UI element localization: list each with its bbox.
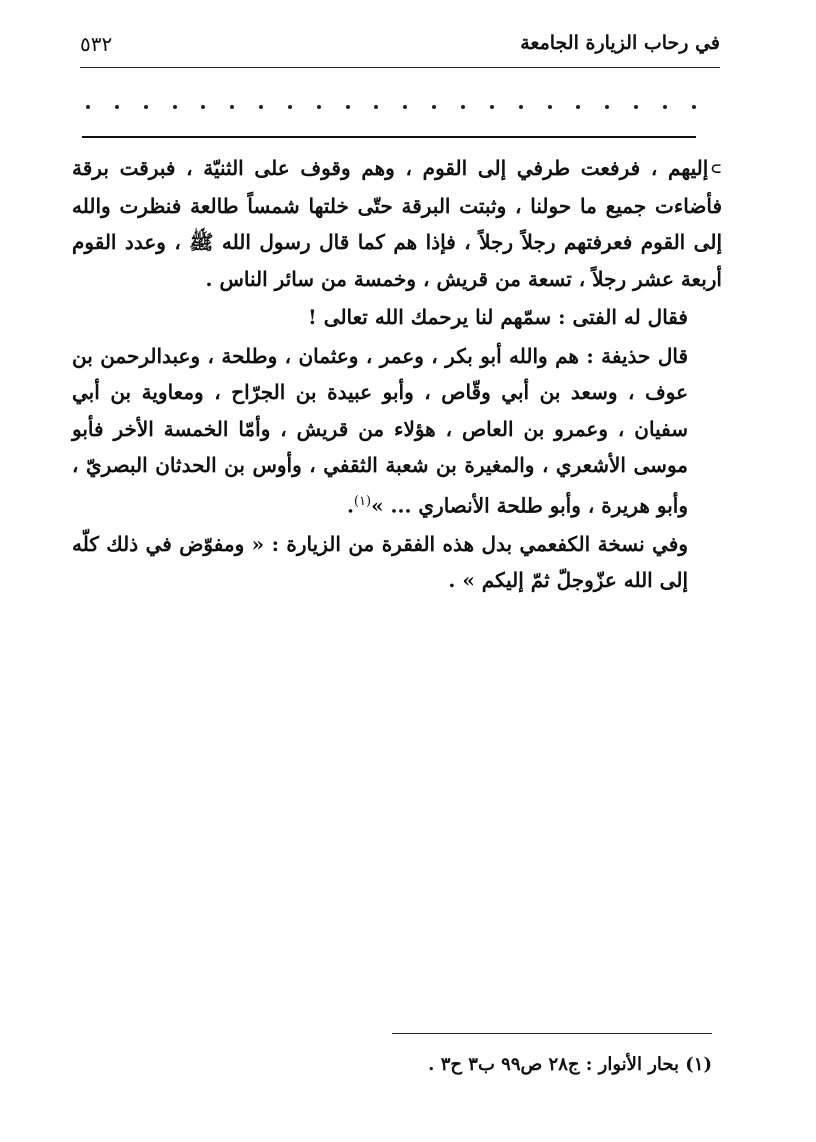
ornament-dot xyxy=(374,105,378,109)
footnote-reference[interactable]: (١) xyxy=(353,493,372,509)
paragraph-text: إليهم ، فرفعت طرفي إلى القوم ، وهم وقوف على الثنيّة ، فبرقت برقة فأضاءت جميع ما حولنا ، وثبتت البرقة حتّى خلتها شمساً طالعة فنظرت والله إلى القوم فعرفتهم رجلاً رجلاً ، فإذا هم كما قال رسول الله ﷺ ، وعدد القوم أربعة عشر رجلاً ، تسعة من قريش ، وخمسة من سائر الناس . xyxy=(72,156,722,291)
ornament-dot xyxy=(576,105,580,109)
sentence-end: . xyxy=(346,493,354,518)
body-text xyxy=(72,150,722,601)
continuation-arrow-icon: ⊃ xyxy=(710,161,722,178)
ornament-dot xyxy=(230,105,234,109)
ornament-dot xyxy=(86,105,90,109)
ornament-dot xyxy=(144,105,148,109)
ornament-dot xyxy=(259,105,263,109)
ornament-dot xyxy=(548,105,552,109)
paragraph xyxy=(72,338,722,524)
paragraph-continued xyxy=(72,150,722,297)
paragraph-text: قال حذيفة : هم والله أبو بكر ، وعمر ، وعثمان ، وطلحة ، وعبدالرحمن بن عوف ، وسعد بن أبي وقّاص ، وأبو عبيدة بن الجرّاح ، ومعاوية بن أبي سفيان ، وعمرو بن العاص ، هؤلاء من قريش ، وأمّا الخمسة الأخر فأبو موسى الأشعري ، والمغيرة بن شعبة الثقفي ، وأوس بن الحدثان البصريّ ، وأبو هريرة ، وأبو طلحة الأنصاري ... » xyxy=(72,343,689,518)
running-title: في رحاب الزيارة الجامعة xyxy=(520,32,720,54)
paragraph-text: وفي نسخة الكفعمي بدل هذه الفقرة من الزيارة : « ومفوّض في ذلك كلّه إلى الله عزّوجلّ ثمّ إليكم » . xyxy=(72,531,688,593)
footnote: (١) بحار الأنوار : ج٢٨ ص٩٩ ب٣ ح٣ . xyxy=(428,1054,712,1075)
paragraph-text: فقال له الفتى : سمّهم لنا يرحمك الله تعالى ! xyxy=(308,305,688,330)
section-rule xyxy=(82,136,696,138)
ornament-dot xyxy=(605,105,609,109)
ornament-dot xyxy=(663,105,667,109)
ornament-dot xyxy=(692,105,696,109)
ornament-dot xyxy=(288,105,292,109)
header-rule xyxy=(80,67,720,68)
page-header xyxy=(80,28,720,68)
ornament-dot xyxy=(201,105,205,109)
paragraph xyxy=(72,526,722,599)
ellipsis-ornament xyxy=(86,92,696,122)
ornament-dot xyxy=(346,105,350,109)
page-number: ٥٣٢ xyxy=(80,32,113,56)
ornament-dot xyxy=(634,105,638,109)
paragraph xyxy=(72,299,722,336)
ornament-dot xyxy=(461,105,465,109)
footnote-rule xyxy=(392,1033,712,1034)
ornament-dot xyxy=(432,105,436,109)
ornament-dot xyxy=(173,105,177,109)
ornament-dot xyxy=(403,105,407,109)
ornament-dot xyxy=(115,105,119,109)
ornament-dot xyxy=(490,105,494,109)
ornament-dot xyxy=(519,105,523,109)
ornament-dot xyxy=(317,105,321,109)
